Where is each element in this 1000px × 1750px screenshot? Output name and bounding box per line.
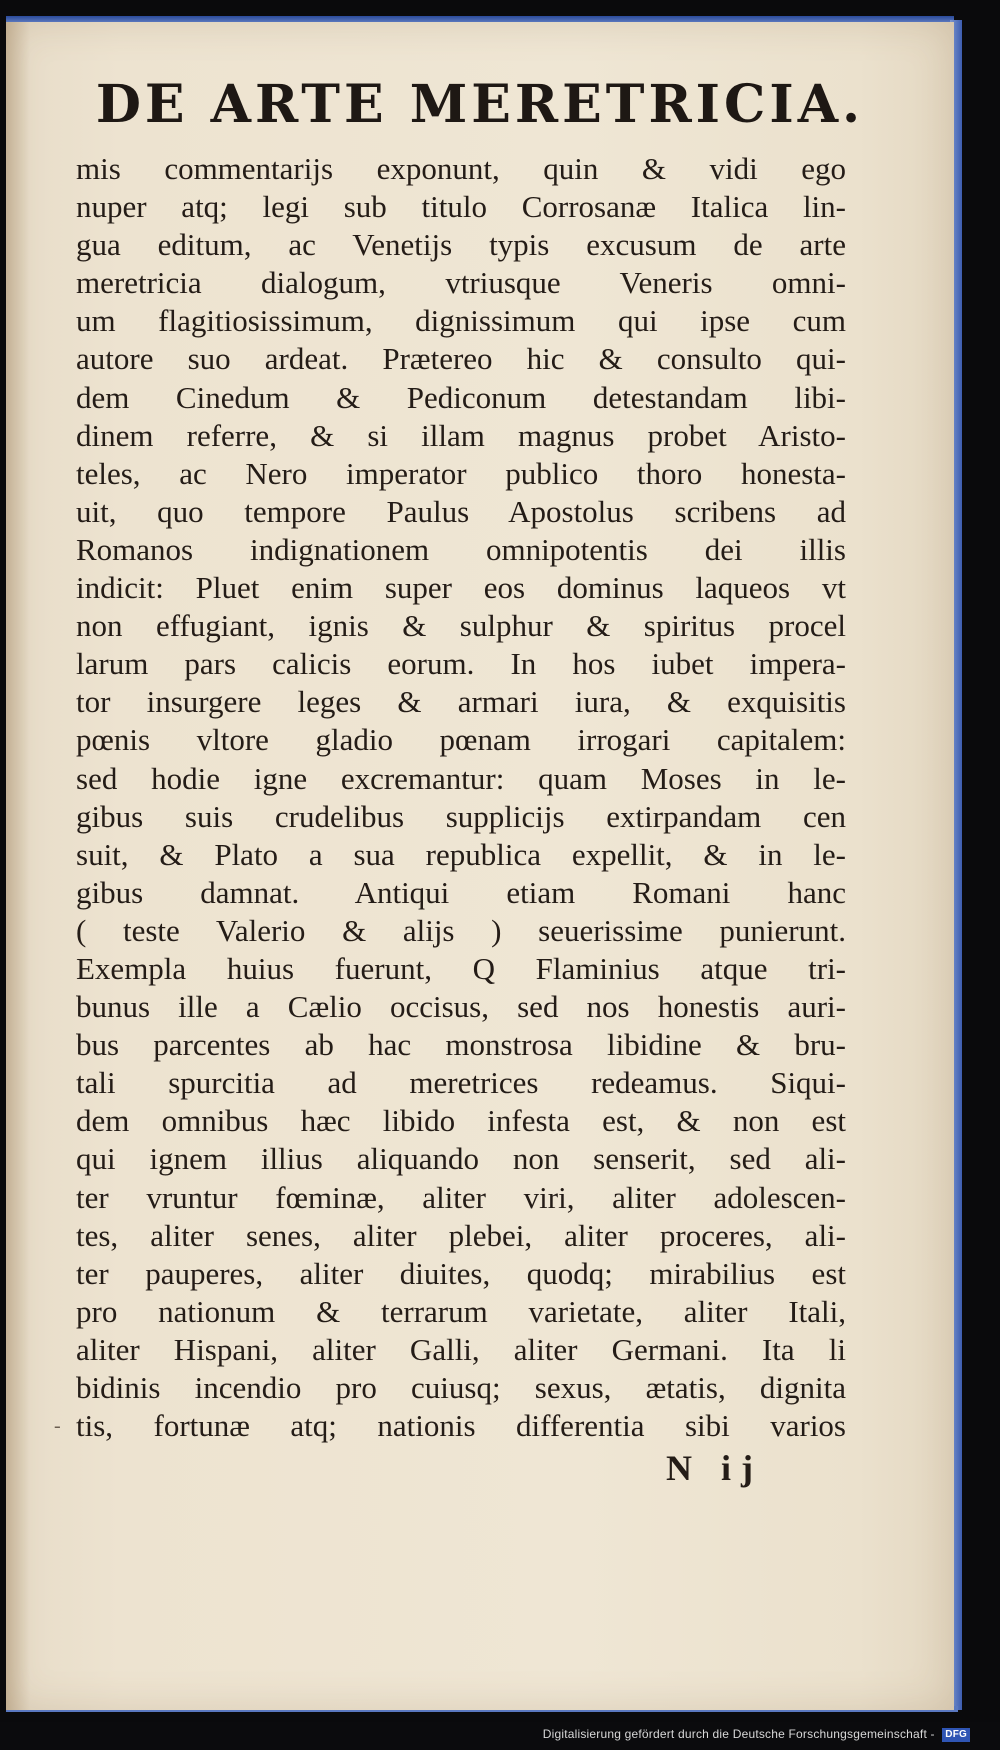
book-page	[6, 22, 954, 1710]
dfg-logo: DFG	[942, 1728, 970, 1742]
text-line: tor insurgere leges & armari iura, & exquisitis	[76, 684, 846, 720]
text-line: dem omnibus hæc libido infesta est, & non est	[76, 1103, 846, 1139]
text-line: ter pauperes, aliter diuites, quodq; mirabilius est	[76, 1255, 846, 1291]
text-line: gua editum, ac Venetijs typis excusum de arte	[76, 227, 846, 263]
text-line: larum pars calicis eorum. In hos iubet impera-	[76, 646, 846, 682]
text-line: indicit: Pluet enim super eos dominus laqueos vt	[76, 570, 846, 606]
text-line: tes, aliter senes, aliter plebei, aliter proceres, ali-	[76, 1217, 846, 1253]
text-line: gibus damnat. Antiqui etiam Romani hanc	[76, 874, 846, 910]
text-line: dem Cinedum & Pediconum detestandam libi-	[76, 379, 846, 415]
text-line: pro nationum & terrarum varietate, aliter Itali,	[76, 1293, 846, 1329]
text-line: qui ignem illius aliquando non senserit, sed ali-	[76, 1141, 846, 1177]
text-line: meretricia dialogum, vtriusque Veneris omni-	[76, 265, 846, 301]
text-line: nuper atq; legi sub titulo Corrosanæ Italica lin-	[76, 189, 846, 225]
text-line: non effugiant, ignis & sulphur & spiritus procel	[76, 608, 846, 644]
text-line: Romanos indignationem omnipotentis dei illis	[76, 531, 846, 567]
text-line: aliter Hispani, aliter Galli, aliter Germani. Ita li	[76, 1331, 846, 1367]
text-line: dinem referre, & si illam magnus probet Aristo-	[76, 417, 846, 453]
text-line: teles, ac Nero imperator publico thoro honesta-	[76, 455, 846, 491]
text-line: suit, & Plato a sua republica expellit, & in le-	[76, 836, 846, 872]
text-line: Exempla huius fuerunt, Q Flaminius atque tri-	[76, 950, 846, 986]
text-line: gibus suis crudelibus supplicijs extirpandam cen	[76, 798, 846, 834]
text-line: bidinis incendio pro cuiusq; sexus, ætatis, dignita	[76, 1370, 846, 1405]
text-line: bus parcentes ab hac monstrosa libidine & bru-	[76, 1027, 846, 1063]
margin-mark: -	[54, 1415, 61, 1437]
funding-notice	[543, 1727, 970, 1742]
funding-text: Digitalisierung gefördert durch die Deutsche Forschungsgemeinschaft -	[542, 1727, 935, 1741]
text-line: um flagitiosissimum, dignissimum qui ipse cum	[76, 303, 846, 339]
text-line: uit, quo tempore Paulus Apostolus scribens ad	[76, 493, 846, 529]
footer-bar	[0, 1722, 1000, 1750]
text-line: sed hodie igne excremantur: quam Moses in le-	[76, 760, 846, 796]
text-line: tali spurcitia ad meretrices redeamus. Siqui-	[76, 1065, 846, 1101]
text-line: autore suo ardeat. Prætereo hic & consulto qui-	[76, 341, 846, 377]
text-line: bunus ille a Cælio occisus, sed nos honestis auri-	[76, 989, 846, 1025]
running-head: DE ARTE MERETRICIA.	[95, 74, 865, 135]
body-text	[76, 150, 846, 1445]
text-line: tis, fortunæ atq; nationis differentia sibi varios	[76, 1408, 846, 1444]
text-line: pœnis vltore gladio pœnam irrogari capitalem:	[76, 722, 846, 758]
text-line: ( teste Valerio & alijs ) seuerissime punierunt.	[76, 912, 846, 948]
signature-mark: N ij	[666, 1448, 763, 1488]
text-line: mis commentarijs exponunt, quin & vidi ego	[76, 151, 846, 186]
text-line: ter vruntur fœminæ, aliter viri, aliter adolescen-	[76, 1179, 846, 1215]
